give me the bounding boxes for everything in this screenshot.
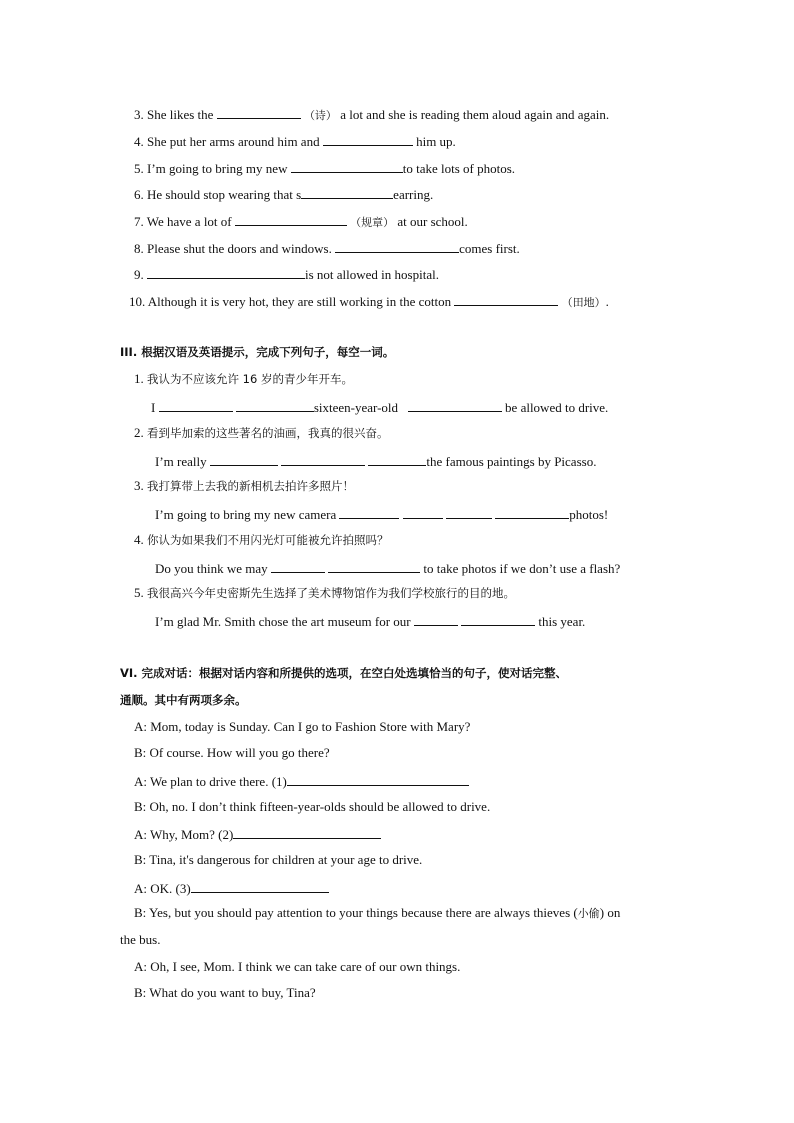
answer-blank[interactable] — [403, 505, 443, 519]
question-9: 9. is not allowed in hospital. — [134, 267, 439, 282]
dialogue-blank-1[interactable] — [287, 772, 469, 786]
translation-item-3-prompt: 3. 我打算带上去我的新相机去拍许多照片！ — [134, 478, 354, 493]
answer-blank[interactable] — [408, 398, 502, 412]
dialogue-line: A: Why, Mom? (2) — [134, 825, 381, 843]
dialogue-blank-2[interactable] — [233, 825, 381, 839]
answer-blank[interactable] — [235, 212, 347, 226]
dialogue-blank-3[interactable] — [191, 879, 329, 893]
translation-item-3-answer: I’m going to bring my new camera photos! — [155, 507, 609, 522]
answer-blank[interactable] — [281, 452, 365, 466]
dialogue-line: A: Mom, today is Sunday. Can I go to Fashion Store with Mary? — [134, 719, 471, 734]
answer-blank[interactable] — [461, 612, 535, 626]
answer-blank[interactable] — [454, 292, 558, 306]
dialogue-line: B: Yes, but you should pay attention to your things because there are always thieves (小偷) on — [134, 905, 621, 920]
question-3: 3. She likes the （诗） a lot and she is reading them aloud again and again. — [134, 107, 610, 122]
answer-blank[interactable] — [339, 505, 399, 519]
translation-item-1-answer: I sixteen-year-old be allowed to drive. — [151, 400, 609, 415]
question-6: 6. He should stop wearing that s earring. — [134, 187, 434, 202]
question-5: 5. I’m going to bring my new to take lots of photos. — [134, 161, 516, 176]
section-6-title-cont: 通顺。其中有两项多余。 — [120, 693, 247, 707]
answer-blank[interactable] — [368, 452, 426, 466]
question-10: 10. Although it is very hot, they are still working in the cotton （田地）. — [129, 294, 609, 309]
translation-item-4-prompt: 4. 你认为如果我们不用闪光灯可能被允许拍照吗？ — [134, 532, 389, 547]
translation-item-2-answer: I’m really the famous paintings by Picasso. — [155, 454, 597, 469]
translation-item-1-prompt: 1. 我认为不应该允许 16 岁的青少年开车。 — [134, 371, 353, 386]
answer-blank[interactable] — [414, 612, 458, 626]
translation-item-2-prompt: 2. 看到毕加索的这些著名的油画，我真的很兴奋。 — [134, 425, 389, 440]
answer-blank[interactable] — [159, 398, 233, 412]
dialogue-line: A: We plan to drive there. (1) — [134, 772, 469, 790]
answer-blank[interactable] — [301, 185, 393, 199]
answer-blank[interactable] — [335, 239, 459, 253]
answer-blank[interactable] — [446, 505, 492, 519]
dialogue-line-wrap: the bus. — [120, 932, 161, 947]
answer-blank[interactable] — [495, 505, 569, 519]
dialogue-line: B: What do you want to buy, Tina? — [134, 985, 316, 1000]
answer-blank[interactable] — [323, 132, 413, 146]
question-4: 4. She put her arms around him and him up. — [134, 134, 456, 149]
answer-blank[interactable] — [328, 559, 420, 573]
translation-item-5-prompt: 5. 我很高兴今年史密斯先生选择了美术博物馆作为我们学校旅行的目的地。 — [134, 585, 515, 600]
dialogue-line: B: Of course. How will you go there? — [134, 745, 330, 760]
dialogue-line: A: OK. (3) — [134, 879, 329, 897]
translation-item-5-answer: I’m glad Mr. Smith chose the art museum for our this year. — [155, 614, 586, 629]
translation-item-4-answer: Do you think we may to take photos if we don’t use a flash? — [155, 561, 621, 576]
answer-blank[interactable] — [217, 105, 301, 119]
answer-blank[interactable] — [147, 265, 305, 279]
dialogue-line: B: Oh, no. I don’t think fifteen-year-olds should be allowed to drive. — [134, 799, 491, 814]
answer-blank[interactable] — [291, 159, 403, 173]
answer-blank[interactable] — [236, 398, 314, 412]
section-3-title: III. 根据汉语及英语提示，完成下列句子，每空一词。 — [120, 345, 395, 359]
answer-blank[interactable] — [271, 559, 325, 573]
section-6-title: VI. 完成对话：根据对话内容和所提供的选项，在空白处选填恰当的句子，使对话完整、 — [120, 666, 568, 680]
question-7: 7. We have a lot of （规章） at our school. — [134, 214, 468, 229]
dialogue-line: B: Tina, it's dangerous for children at your age to drive. — [134, 852, 423, 867]
dialogue-line: A: Oh, I see, Mom. I think we can take care of our own things. — [134, 959, 461, 974]
question-8: 8. Please shut the doors and windows. comes first. — [134, 241, 520, 256]
answer-blank[interactable] — [210, 452, 278, 466]
